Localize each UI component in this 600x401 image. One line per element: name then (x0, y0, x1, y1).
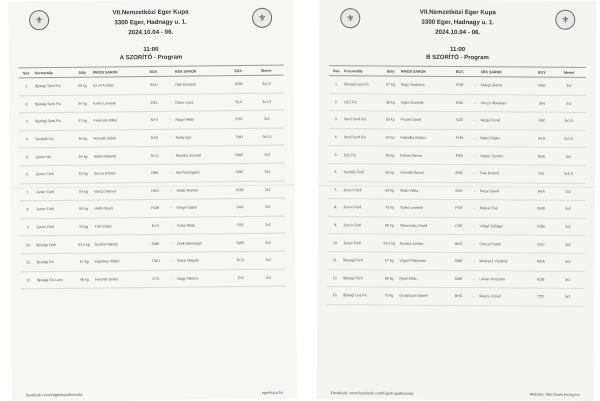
vs-separator: - (469, 224, 479, 228)
program-sheet-b (317, 0, 597, 401)
blue-corner-boxer: Hazai Dávid (480, 189, 531, 193)
bout-number: 1. (19, 85, 35, 89)
vs-separator: - (470, 136, 480, 140)
blue-corner-boxer: Nagyi Milán (175, 118, 228, 123)
table-row (21, 269, 286, 289)
club-logo-icon: ⚜ (340, 8, 360, 28)
federation-logo-icon: ⚜ (252, 8, 272, 28)
table-row (328, 234, 585, 253)
red-corner-boxer: Horváth Dezső (400, 171, 449, 175)
red-corner-boxer: Tóth Zalán (94, 224, 144, 229)
vs-separator: - (164, 83, 175, 87)
rounds: 3x1 (552, 102, 585, 106)
vs-separator: - (166, 259, 177, 263)
blue-corner-boxer: Balogh Barna (480, 83, 531, 87)
table-row (328, 129, 585, 148)
bout-number: 6. (20, 172, 36, 176)
age-category: Junior Férfi (36, 190, 73, 194)
header-bout-number: Ssz. (329, 69, 344, 73)
blue-corner-boxer: Gergő Gábor (176, 206, 229, 211)
blue-corner-club: CSE (230, 223, 251, 227)
red-corner-club: EVS (145, 224, 166, 228)
weight-class: 57 kg (74, 260, 95, 264)
header-bout-number: Ssz. (19, 71, 35, 75)
blue-corner-club: RSK (531, 154, 552, 158)
red-corner-club: RSK (449, 171, 470, 175)
rounds: 3x1 (552, 84, 585, 88)
red-corner-boxer: Takacsicky Dávid (400, 224, 449, 228)
blue-corner-boxer: Falu Roland (480, 171, 531, 175)
rounds: 3x1,5 (552, 137, 585, 141)
blue-corner-club: KÖB (531, 225, 552, 229)
age-category: Junior Férfi (36, 207, 73, 211)
bout-number: 6. (328, 170, 343, 174)
red-corner-club: RCU (143, 83, 164, 87)
red-corner-boxer: Gyarpszán Dániel (399, 294, 448, 298)
red-corner-boxer: Nyári Attila (399, 276, 448, 280)
vs-separator: - (470, 154, 480, 158)
blue-corner-club: SIN (532, 101, 553, 105)
event-address: 3300 Eger, Hadnagy u. 1. (319, 17, 596, 29)
footer-facebook: facebook.com/eiggerkupaboxolas (26, 393, 83, 398)
weight-class: 57 kg (380, 83, 401, 87)
red-corner-club: NYV (144, 118, 165, 122)
red-corner-boxer: Farkas Bence (400, 153, 449, 157)
blue-corner-club: KÖB (229, 188, 250, 192)
blue-corner-club: SWE (229, 170, 250, 174)
blue-corner-club: AKA (531, 137, 552, 141)
weight-class: 80 kg (379, 224, 400, 228)
weight-class: 60 kg (380, 171, 401, 175)
header-blue-corner-club: EGY. (532, 70, 553, 74)
bout-number: 1. (329, 82, 344, 86)
vs-separator: - (166, 241, 177, 245)
rounds: 3x1 (251, 258, 285, 262)
rounds: 3x2 (551, 260, 584, 264)
blue-corner-boxer: Csiha Máté (177, 223, 230, 228)
table-row (329, 94, 586, 113)
bout-number: 11. (21, 260, 37, 264)
blue-corner-club: SZÜ (531, 242, 552, 246)
weight-class: 80 kg (379, 276, 400, 280)
red-corner-club: SWE (448, 277, 469, 281)
blue-corner-club: KÖB (228, 82, 249, 86)
red-corner-club: TMO (145, 259, 166, 263)
event-name: VII.Nemzetközi Eger Kupa (8, 7, 293, 20)
bout-number: 9. (328, 223, 343, 227)
red-corner-club: RCU (144, 154, 165, 158)
age-category: Junior Férfi (343, 241, 379, 245)
vs-separator: - (165, 101, 176, 105)
bout-number: 8. (20, 208, 36, 212)
table-row (328, 252, 585, 271)
red-corner-club: SWE (448, 259, 469, 263)
event-title (319, 7, 596, 39)
red-corner-club: HSS (144, 189, 165, 193)
bout-number: 3. (19, 120, 35, 124)
red-corner-boxer: Kovács Jordan (400, 241, 449, 245)
weight-class: 36 kg (380, 153, 401, 157)
red-corner-boxer: Vajna Dominik (401, 100, 450, 104)
bout-number: 8. (328, 206, 343, 210)
vs-separator: - (165, 136, 176, 140)
vs-separator: - (470, 83, 480, 87)
rounds: 3x2 (551, 277, 584, 281)
weight-class: 63,5 kg (73, 242, 94, 246)
red-corner-boxer: Horváth Zalán (94, 136, 144, 141)
weight-class: 57,5 kg (379, 241, 400, 245)
table-row (329, 76, 586, 95)
blue-corner-boxer: Gönczi Patrik (479, 242, 530, 246)
event-dates: 2024.10.04 - 06. (319, 27, 596, 39)
red-corner-club: ESX (143, 101, 164, 105)
weight-class: 63 kg (73, 225, 94, 229)
event-title (8, 7, 293, 40)
red-corner-club: FHR (449, 136, 470, 140)
vs-separator: - (165, 171, 176, 175)
blue-corner-boxer: Völgyi Szilágyi (479, 224, 530, 228)
blue-corner-boxer: Nagy Viktória (177, 276, 230, 281)
age-category: Ifjúsági Serd.Fiú (35, 102, 72, 106)
table-row (328, 111, 585, 130)
footer-website: egerkupa.hu (262, 391, 283, 395)
rounds: 3x2 (551, 242, 584, 246)
vs-separator: - (469, 189, 479, 193)
vs-separator: - (469, 277, 479, 281)
header-blue-corner-boxer: KÉK SAROK (175, 69, 228, 74)
bout-number: 12. (21, 278, 37, 282)
age-category: Ifjúsági Leá.Fiú (344, 83, 380, 87)
weight-class: 58 kg (73, 207, 94, 211)
table-body (19, 76, 286, 290)
weight-class: 54 kg (72, 102, 93, 106)
red-corner-boxer: Horváth Dorka (95, 277, 145, 282)
header-blue-corner-boxer: KÉK SAROK (480, 70, 531, 74)
age-category: Junior Férfi (36, 172, 73, 176)
red-corner-boxer: Sz.vil András (93, 83, 143, 88)
footer-facebook: Facebook: www.facebook.com/EgerKupaBoxolas (331, 391, 414, 396)
blue-corner-club: RSK (532, 84, 553, 88)
bout-number: 2. (19, 102, 35, 106)
bout-number: 2. (329, 100, 344, 104)
age-category: Junior Férfi (343, 206, 379, 210)
blue-corner-boxer: Vincző Ábrahám (480, 101, 531, 105)
red-corner-club: OBK (144, 171, 165, 175)
bout-number: 7. (328, 188, 343, 192)
red-corner-boxer: Nagy Szabolcs (401, 83, 450, 87)
blue-corner-boxer: Séder Rómeó (176, 188, 229, 193)
sheet-footer (331, 391, 580, 397)
table-row (328, 199, 585, 218)
blue-corner-boxer: Molnár Pap (479, 207, 530, 211)
red-corner-club: FHR (450, 83, 471, 87)
red-corner-boxer: Pócsik Dávid (400, 118, 449, 122)
red-corner-boxer: Tanka Levente (400, 206, 449, 210)
header-red-corner-club: EGY. (450, 69, 471, 73)
blue-corner-boxer: Zsolt Hámorgyó (177, 241, 230, 246)
header-red-corner-club: EGY. (143, 69, 164, 73)
red-corner-boxer: Kapitány Villám (95, 259, 145, 264)
age-category: Serdülő Férfi (344, 170, 380, 174)
sheet-header (319, 0, 596, 47)
rounds: 3x2 (551, 225, 584, 229)
blue-corner-club: VBC (531, 119, 552, 123)
age-category: Ifjúsági Serd.Fiú (35, 84, 72, 88)
header-age-category: Korosztály (344, 69, 380, 73)
age-category: U12 Fiú (344, 100, 380, 104)
vs-separator: - (166, 224, 177, 228)
red-corner-boxer: Dzobor Nikolai (95, 242, 145, 247)
red-corner-club: KÖB (145, 206, 166, 210)
vs-separator: - (469, 171, 479, 175)
rounds: 3x1,5 (249, 82, 283, 86)
blue-corner-boxer: Sallai Igor (176, 135, 229, 140)
blue-corner-club: AKA (531, 189, 552, 193)
session-time: 11:00 (8, 45, 293, 56)
rounds: 3x1,5 (250, 135, 284, 139)
weight-class: 75 kg (379, 206, 400, 210)
red-corner-club: KTS (145, 277, 166, 281)
rounds: 3x2 (251, 223, 285, 227)
red-corner-club: BHS (448, 294, 469, 298)
red-corner-club: ESX (449, 189, 470, 193)
age-category: Serd.Serd.Fiú (344, 135, 380, 139)
blue-corner-club: SAR (229, 205, 250, 209)
blue-corner-club: TMO (229, 135, 250, 139)
bout-number: 3. (329, 118, 344, 122)
red-corner-boxer: Petemán Milán (93, 119, 143, 124)
weight-class: 67 kg (72, 119, 93, 123)
weight-class: 54 kg (379, 188, 400, 192)
event-address: 3300 Eger, Hadnagy u. 1. (8, 17, 293, 30)
blue-corner-boxer: Olám Lajos (175, 100, 228, 105)
table-row (328, 164, 585, 183)
bout-number: 11. (328, 258, 343, 262)
vs-separator: - (469, 259, 479, 263)
bout-number: 10. (328, 241, 343, 245)
blue-corner-club: SWE (230, 241, 251, 245)
blue-corner-boxer: Medvecz Vladimír (479, 259, 530, 263)
blue-corner-club: RCU (230, 258, 251, 262)
weight-class: 70 kg (379, 294, 400, 298)
blue-corner-boxer: Lukner Krisztián (479, 277, 530, 281)
weight-class: 60 kg (72, 84, 93, 88)
blue-corner-club: SLG (228, 100, 249, 104)
red-corner-club: SWE (145, 242, 166, 246)
red-corner-club: SZE (449, 118, 470, 122)
bout-number: 4. (328, 135, 343, 139)
session-time: 11:00 (319, 45, 596, 55)
weight-class: 63 kg (380, 136, 401, 140)
vs-separator: - (165, 153, 176, 157)
rounds: 3x1,5 (552, 119, 585, 123)
red-corner-boxer: Ádám Attila (400, 188, 449, 192)
blue-corner-club: TTO (530, 295, 551, 299)
vs-separator: - (469, 207, 479, 211)
rounds: 3x1 (552, 154, 585, 158)
header-red-corner-boxer: PIROS SAROK (93, 70, 143, 75)
rounds: 3x1 (251, 275, 285, 279)
blue-corner-club: KÖB (530, 277, 551, 281)
vs-separator: - (167, 277, 178, 281)
rounds: 3x2 (250, 170, 284, 174)
red-corner-boxer: Kolos Levente (93, 101, 143, 106)
sheet-header (8, 0, 293, 48)
blue-corner-club: EXI (230, 276, 251, 280)
rounds: 3x2 (251, 205, 285, 209)
rounds: 3x2 (251, 240, 285, 244)
red-corner-club: BHS (448, 242, 469, 246)
age-category: Ifjúsági Férfi (343, 258, 379, 262)
age-category: Junior Férfi (36, 225, 73, 229)
rounds: 3x2 (250, 187, 284, 191)
rounds: 3x2 (551, 207, 584, 211)
bout-number: 13. (327, 294, 342, 298)
age-category: Ifjúsági Serd.Fiú (35, 119, 72, 123)
red-corner-boxer: Holló Dávid (94, 207, 144, 212)
weight-class: 62 kg (73, 172, 94, 176)
header-weight-class: Súly (380, 69, 401, 73)
weight-class: 48 kg (74, 277, 95, 281)
vs-separator: - (166, 189, 177, 193)
vs-separator: - (470, 101, 480, 105)
blue-corner-boxer: Maróka Zsanett (176, 153, 229, 158)
bout-number: 12. (327, 276, 342, 280)
vs-separator: - (165, 118, 176, 122)
bout-number: 10. (20, 243, 36, 247)
event-dates: 2024.10.04 - 06. (8, 27, 293, 40)
age-category: Ifjúsági Leá.Fiú (343, 294, 379, 298)
ring-program-title: B SZORÍTÓ - Program (319, 53, 596, 63)
federation-logo-icon: ⚜ (555, 10, 575, 30)
table-row (327, 287, 584, 306)
bout-number: 7. (20, 190, 36, 194)
footer-website: Website: http://www.boxeg.hu (530, 393, 580, 397)
red-corner-club: FSR (449, 206, 470, 210)
age-category: Ifjúsági Férfi (36, 242, 73, 246)
weight-class: 46 kg (72, 137, 93, 141)
header-rounds: Menet (249, 68, 283, 72)
bout-number: 5. (328, 153, 343, 157)
blue-corner-boxer: Varga Donát (480, 119, 531, 123)
blue-corner-club: EXI (531, 172, 552, 176)
rounds: 3x2 (552, 190, 585, 194)
red-corner-club: RSK (449, 101, 470, 105)
red-corner-boxer: Hajnalka Balázs (400, 136, 449, 140)
age-category: U12 Fiú (344, 153, 380, 157)
age-category: Ifjúsági Férfi (343, 276, 379, 280)
blue-corner-boxer: Bathó Rajka (480, 136, 531, 140)
age-category: Junior Férfi (343, 223, 379, 227)
sheet-footer (26, 391, 283, 398)
age-category: Ifjúsági Fiú Lány (37, 278, 74, 282)
blue-corner-club: SWE (229, 153, 250, 157)
blue-corner-boxer: Ottó Dominik (175, 82, 228, 87)
bout-table (327, 65, 586, 307)
age-category: Junior Nő (35, 155, 72, 159)
blue-corner-club: MDA (531, 260, 552, 264)
bout-number: 4. (19, 137, 35, 141)
program-sheet-a (8, 0, 297, 401)
weight-class: 67 kg (379, 259, 400, 263)
vs-separator: - (166, 206, 177, 210)
age-category: Junior Férfi (343, 188, 379, 192)
blue-corner-boxer: Rotos Mátyás (177, 258, 230, 263)
blue-corner-club: SWE (531, 207, 552, 211)
header-age-category: Korosztály (35, 70, 72, 74)
weight-class: 54 kg (73, 189, 94, 193)
table-body (327, 76, 586, 307)
table-row (328, 217, 585, 236)
blue-corner-boxer: Balázs József (479, 295, 530, 299)
red-corner-boxer: Vígyel Fetlonsen (399, 259, 448, 263)
blue-corner-club: FHR (228, 117, 249, 121)
header-red-corner-boxer: PIROS SAROK (401, 69, 450, 73)
vs-separator: - (469, 242, 479, 246)
vs-separator: - (469, 295, 479, 299)
event-name: VII.Nemzetközi Eger Kupa (319, 7, 596, 19)
age-category: Ifjúsági Fiú (37, 260, 74, 264)
rounds: 3x1,5 (552, 172, 585, 176)
weight-class: 50 kg (380, 118, 401, 122)
blue-corner-boxer: Ast Remington (176, 170, 229, 175)
table-row (327, 270, 584, 289)
bout-number: 9. (20, 225, 36, 229)
age-category: Serdülő Fiú (35, 137, 72, 141)
table-row (328, 146, 585, 165)
header-weight-class: Súly (72, 70, 93, 74)
weight-class: 54 kg (73, 154, 94, 158)
red-corner-boxer: Kocza Róbert (94, 171, 144, 176)
red-corner-boxer: Móka Roberta (94, 154, 144, 159)
red-corner-club: RSK (144, 136, 165, 140)
club-logo-icon: ⚜ (29, 10, 49, 30)
rounds: 3x1,5 (249, 100, 283, 104)
bout-number: 5. (20, 155, 36, 159)
ring-program-title: A SZORÍTÓ - Program (8, 53, 293, 64)
bout-table (19, 65, 286, 290)
rounds: 3x2 (250, 152, 284, 156)
rounds: 3x1 (250, 117, 284, 121)
header-blue-corner-club: EGY. (228, 68, 249, 72)
header-rounds: Menet (552, 70, 585, 74)
vs-separator: - (470, 119, 480, 123)
blue-corner-boxer: Kántor Sándor (480, 154, 531, 158)
red-corner-club: CSE (449, 224, 470, 228)
table-row (328, 182, 585, 201)
weight-class: 38 kg (380, 100, 401, 104)
rounds: 3x2 (551, 295, 584, 299)
age-category: Serd.Serd.Fiú (344, 118, 380, 122)
red-corner-club: FSR (449, 154, 470, 158)
red-corner-boxer: Varázs Bence (94, 189, 144, 194)
